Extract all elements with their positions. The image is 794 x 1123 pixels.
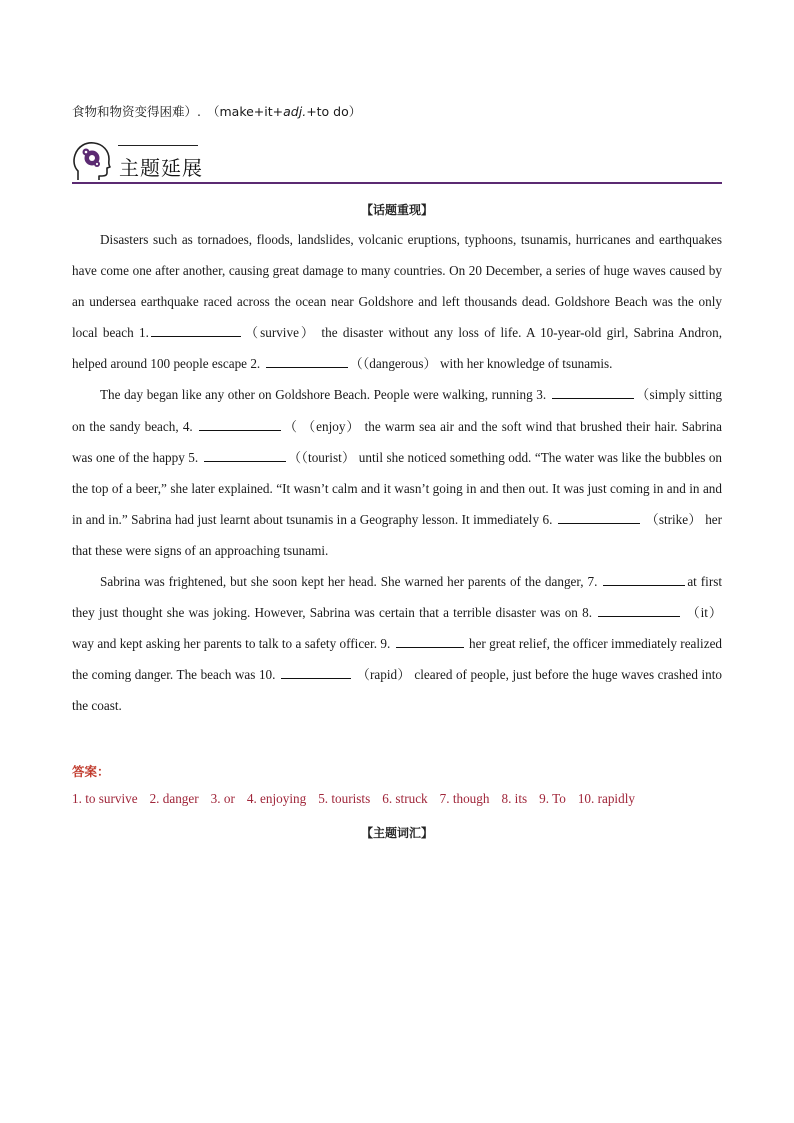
answer-item: 10. rapidly xyxy=(577,791,635,806)
header-line-pre: （make+it+ xyxy=(206,104,284,119)
title-overline xyxy=(118,145,198,146)
passage-text: Disasters such as tornadoes, floods, landslides, volcanic eruptions, typhoons, tsunamis, hurricanes and earthquakes have come one after another, causing great damage to many countries. On 20 December, a series of huge waves caused by an undersea earthquake raced across the ocean near Goldshore and left thousands dead. Goldshore Beach was the only local beach 1. xyxy=(72,232,722,341)
section-header xyxy=(72,140,722,186)
answer-label: 答案： xyxy=(72,764,110,779)
passage-text: （ （enjoy） the warm sea air and the soft wind that brushed their hair. Sabrina was one of the happy 5. xyxy=(72,418,723,465)
answer-blank[interactable] xyxy=(558,510,640,524)
head-with-gears-icon xyxy=(72,140,112,182)
vocab-label: 【主题词汇】 xyxy=(360,826,433,840)
header-line xyxy=(72,102,361,120)
passage-text: Sabrina was frightened, but she soon kept her head. She warned her parents of the danger, 7. xyxy=(100,574,598,590)
answer-blank[interactable] xyxy=(598,603,680,617)
passage-text: （it） way and kept asking her parents to talk to a safety officer. 9. xyxy=(72,605,723,652)
section-divider xyxy=(72,182,722,184)
answer-list xyxy=(72,791,722,807)
header-line-adj: adj. xyxy=(283,104,307,119)
passage-text: （survive） the disaster without any loss of life. A 10-year-old girl, Sabrina Andron, helped around 100 people escape 2. xyxy=(72,325,722,372)
answer-blank[interactable] xyxy=(396,634,464,648)
passage-text: The day began like any other on Goldshore Beach. People were walking, running 3. xyxy=(100,387,547,403)
passage-text: （strike） her that these were signs of an approaching tsunami. xyxy=(72,511,723,558)
answer-item: 4. enjoying xyxy=(246,791,307,806)
answer-item: 5. tourists xyxy=(318,791,371,806)
passage-text: （rapid） cleared of people, just before the huge waves crashed into the coast. xyxy=(72,667,723,714)
answer-blank[interactable] xyxy=(151,323,241,337)
answer-item: 2. danger xyxy=(149,791,199,806)
answer-item: 1. to survive xyxy=(72,791,138,806)
answer-blank[interactable] xyxy=(204,448,286,462)
section-title: 主题延展 xyxy=(119,156,203,180)
answer-item: 6. struck xyxy=(382,791,428,806)
passage-text: （simply sitting on the sandy beach, 4. xyxy=(72,387,723,434)
answer-item: 9. To xyxy=(539,791,566,806)
header-line-post: +to do） xyxy=(306,104,362,119)
passage-text: （（tourist） until she noticed something odd. “The water was like the bubbles on the top of a beer,” she later explained. “It wasn’t calm and it wasn’t going in and then out. It was just coming in and in and in and in.” Sabrina had just learnt about tsunamis in a Geography lesson. It immediately 6. xyxy=(72,449,723,527)
passage-paragraph-2 xyxy=(72,379,722,566)
answer-blank[interactable] xyxy=(266,354,348,368)
answer-item: 7. though xyxy=(439,791,490,806)
answer-item: 3. or xyxy=(210,791,235,806)
header-line-cn: 食物和物资变得困难）. xyxy=(72,104,201,119)
answer-blank[interactable] xyxy=(199,417,281,431)
topic-label: 【话题重现】 xyxy=(360,203,433,217)
passage-text: at first they just thought she was joking. However, Sabrina was certain that a terrible disaster was on 8. xyxy=(72,574,723,621)
answer-item: 8. its xyxy=(501,791,528,806)
answer-blank[interactable] xyxy=(552,385,634,399)
passage-paragraph-1 xyxy=(72,224,722,379)
passage-paragraph-3 xyxy=(72,566,722,721)
passage xyxy=(72,224,722,722)
passage-text: （（dangerous） with her knowledge of tsunamis. xyxy=(349,356,613,372)
answer-blank[interactable] xyxy=(603,572,685,586)
passage-text: her great relief, the officer immediately realized the coming danger. The beach was 10. xyxy=(72,636,723,683)
answer-blank[interactable] xyxy=(281,665,351,679)
